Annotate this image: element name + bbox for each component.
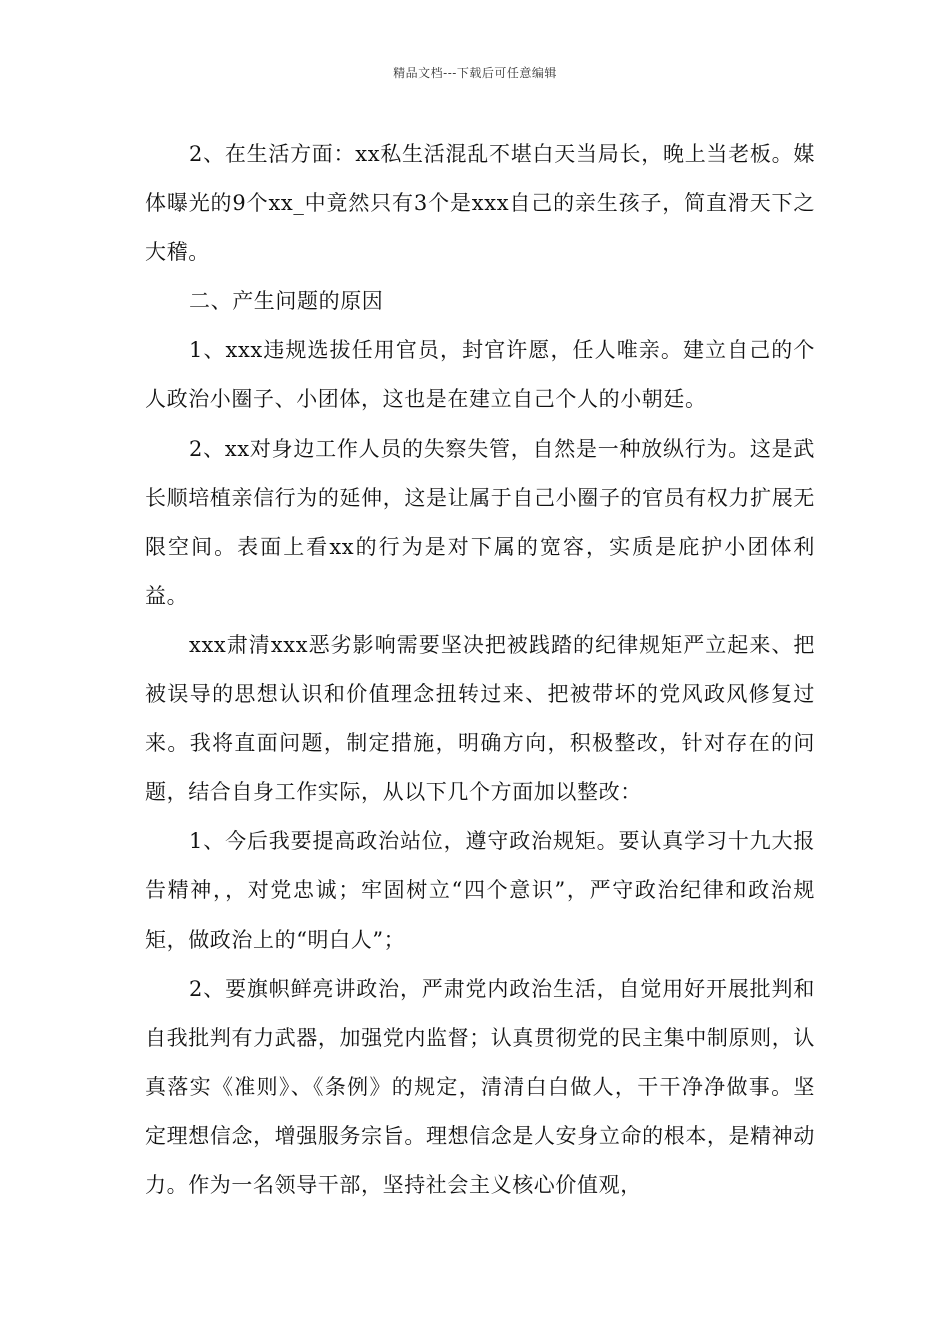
paragraph-measure-2: 2、要旗帜鲜亮讲政治，严肃党内政治生活，自觉用好开展批判和自我批判有力武器，加强党内监督；认真贯彻党的民主集中制原则，认真落实《准则》、《条例》的规定，清清白白做人，干干净净做事。坚定理想信念，增强服务宗旨。理想信念是人安身立命的根本，是精神动力。作为一名领导干部，坚持社会主义核心价值观， [145, 976, 815, 1197]
paragraph-rectification-intro: xxx肃清xxx恶劣影响需要坚决把被践踏的纪律规矩严立起来、把被误导的思想认识和价值理念扭转过来、把被带坏的党风政风修复过来。我将直面问题，制定措施，明确方向，积极整改，针对存在的问题，结合自身工作实际，从以下几个方面加以整改： [145, 632, 815, 805]
page-header: 精品文档---下载后可任意编辑 [393, 66, 557, 80]
document-body [145, 130, 815, 1210]
section-heading-causes: 二、产生问题的原因 [189, 289, 384, 314]
paragraph-life-aspect: 2、在生活方面：xx私生活混乱不堪白天当局长，晚上当老板。媒体曝光的9个xx_中竟然只有3个是xxx自己的亲生孩子，简直滑天下之大稽。 [145, 142, 815, 265]
paragraph-cause-1: 1、xxx违规选拔任用官员，封官许愿，任人唯亲。建立自己的个人政治小圈子、小团体，这也是在建立自己个人的小朝廷。 [145, 338, 815, 412]
paragraph-measure-1: 1、今后我要提高政治站位，遵守政治规矩。要认真学习十九大报告精神，，对党忠诚；牢固树立“四个意识”，严守政治纪律和政治规矩，做政治上的“明白人”； [145, 829, 815, 952]
paragraph-cause-2: 2、xx对身边工作人员的失察失管，自然是一种放纵行为。这是武长顺培植亲信行为的延伸，这是让属于自己小圈子的官员有权力扩展无限空间。表面上看xx的行为是对下属的宽容，实质是庇护小团体利益。 [145, 436, 815, 608]
